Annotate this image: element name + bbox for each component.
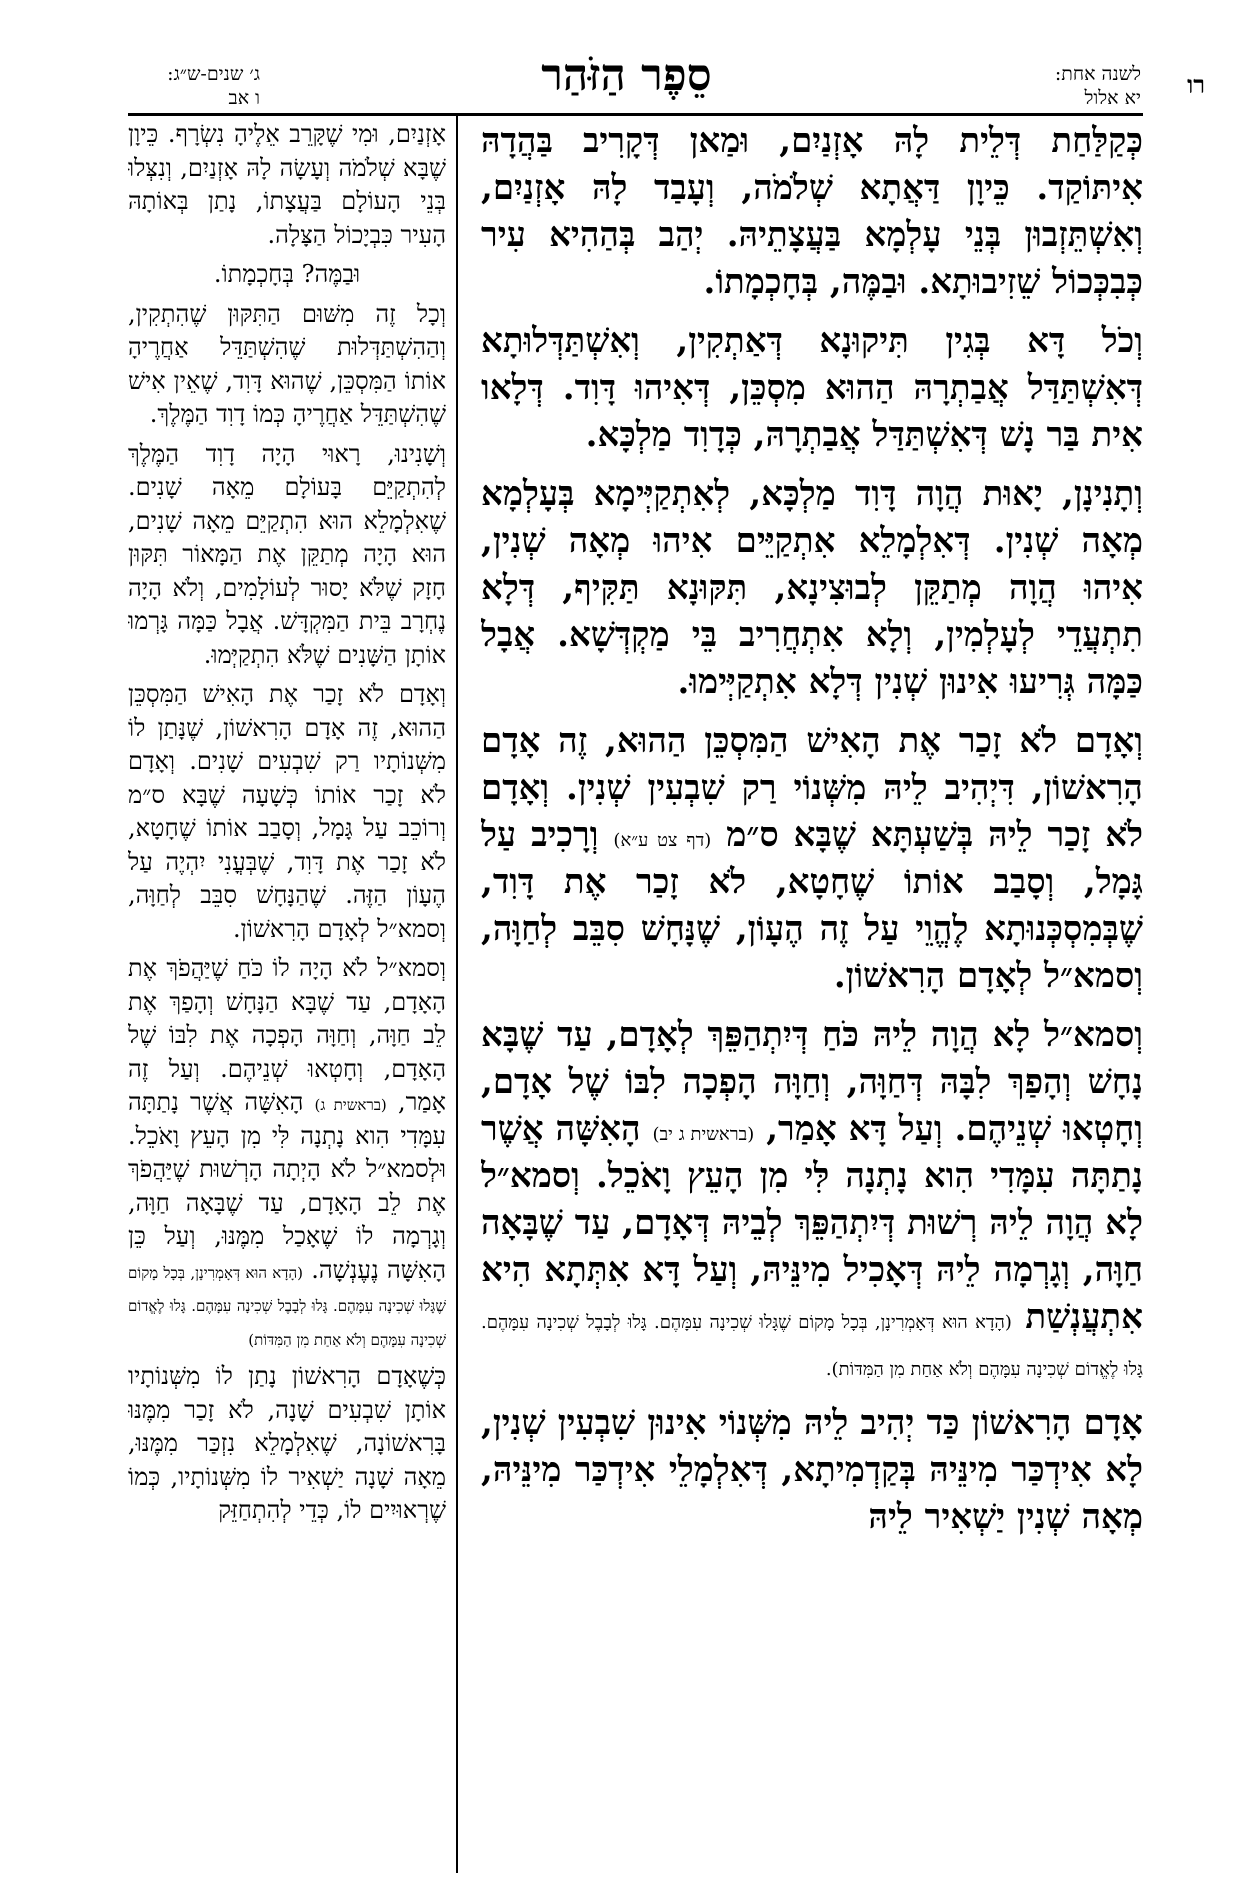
aramaic-main-column xyxy=(481,118,1143,1874)
main-text: וְרָכִיב עַל גָּמָל, וְסָבַב אוֹתוֹ שֶׁחָטָא, לֹא זָכַר אֶת דָּוִד, שֶׁבְּמִסְכְּנוּתָא לֶהֱוֵי עַל זֶה הֶעָוֹן, שֶׁנָּחָשׁ סִבֵּב לְחַוָּה, וְסמא״ל לְאָדָם הָרִאשׁוֹן. xyxy=(481,815,1143,996)
schedule-label: ג׳ שנים-ש״ג: xyxy=(167,63,260,85)
side-question: וּבַמֶּה? בְּחָכְמָתוֹ. xyxy=(213,260,361,288)
side-text: וְסמא״ל לֹא הָיָה לוֹ כֹּחַ שֶׁיַּהֲפֹךְ אֶת הָאָדָם, עַד שֶׁבָּא הַנָּחָשׁ וְהָפַךְ אֶת לֵב חַוָּה, וְחַוָּה הָפְכָה אֶת לִבּוֹ שֶׁל הָאָדָם, וְחָטְאוּ שְׁנֵיהֶם. וְעַל זֶה אָמַר, xyxy=(128,954,446,1116)
main-paragraph: אָדָם הָרִאשׁוֹן כַּד יְהִיב לֵיהּ מִשְּׁנוֹי אִינוּן שִׁבְעִין שְׁנִין, לָא אִידְכַּר מִינֵּיהּ בְּקַדְמִיתָא, דְּאִלְמָלֵי אִידְכַּר מִינֵּיהּ, מְאָה שְׁנִין יַשְׁאִיר לֵיהּ xyxy=(481,1403,1143,1537)
book-title: סֵפֶר הַזֹּהַר xyxy=(541,50,712,101)
side-paragraph: וְאָדָם לֹא זָכַר אֶת הָאִישׁ הַמִּסְכֵּן הַהוּא, זֶה אָדָם הָרִאשׁוֹן, שֶׁנָּתַן לוֹ מִשְּׁנוֹתָיו רַק שִׁבְעִים שָׁנִים. וְאָדָם לֹא זָכַר אוֹתוֹ כְּשָׁעָה שֶׁבָּא ס״מ וְרוֹכֵב עַל גָּמָל, וְסָבַב אוֹתוֹ שֶׁחָטָא, לֹא זָכַר אֶת דָּוִד, שֶׁבְּעֳנִי יִהְיֶה עַל הֶעָוֹן הַזֶּה. שֶׁהַנָּחָשׁ סִבֵּב לְחַוָּה, וְסמא״ל לְאָדָם הָרִאשׁוֹן. xyxy=(128,680,446,943)
main-paragraph xyxy=(481,1012,1143,1388)
header-divider xyxy=(128,113,1143,116)
bracketed-note: (הָדָא הוּא דְּאָמְרִינָן, בְּכָל מָקוֹם שֶׁגָּלוּ שְׁכִינָה עִמָּהֶם. גָּלוּ לְבָבֶל שְׁכִינָה עִמָּהֶם. גָּלוּ לֶאֱדוֹם שְׁכִינָה עִמָּהֶם וְלֹא אַחַת מִן הַמִּדּוֹת). xyxy=(481,1312,1143,1380)
side-paragraph: וְכָל זֶה מִשּׁוּם הַתִּקּוּן שֶׁהִתְקִין, וְהַהִשְׁתַּדְּלוּת שֶׁהִשְׁתַּדֵּל אַחֲרֶיהָ אוֹתוֹ הַמִּסְכֵּן, שֶׁהוּא דָּוִד, שֶׁאֵין אִישׁ שֶׁהִשְׁתַּדֵּל אַחֲרֶיהָ כְּמוֹ דָוִד הַמֶּלֶךְ. xyxy=(128,299,446,428)
main-paragraph xyxy=(481,718,1143,1000)
side-paragraph: וְשָׁנִינוּ, רָאוּי הָיָה דָוִד הַמֶּלֶךְ לְהִתְקַיֵּם בָּעוֹלָם מֵאָה שָׁנִים. שֶׁאִלְמָלֵא הוּא הִתְקַיֵּם מֵאָה שָׁנִים, הוּא הָיָה מְתַקֵּן אֶת הַמָּאוֹר תִּקּוּן חָזָק שֶׁלֹּא יָסוּר לְעוֹלָמִים, וְלֹא הָיָה נֶחְרָב בֵּית הַמִּקְדָּשׁ. אֲבָל כַּמָּה גָּרְמוּ אוֹתָן הַשָּׁנִים שֶׁלֹּא הִתְקַיְּמוּ. xyxy=(128,439,446,669)
main-paragraph: וְתָנִינָן, יָאוּת הֲוָה דָּוִד מַלְכָּא, לְאִתְקַיְּימָא בְּעָלְמָא מְאָה שְׁנִין. דְּאִלְמָלֵא אִתְקַיֵּים אִיהוּ מְאָה שְׁנִין, אִיהוּ הֲוָה מְתַקֵּן לְבוּצִינָא, תִּקּוּנָא תַּקִּיף, דְּלָא תִתְעֲדֵי לְעָלְמִין, וְלָא אִתְחֲרִיב בֵּי מַקְדְּשָׁא. אֲבָל כַּמָּה גְּרִיעוּ אִינוּן שְׁנִין דְּלָא אִתְקַיְּימוּ. xyxy=(481,474,1143,702)
schedule-date: ו אב xyxy=(228,87,260,109)
reading-schedule-three-years xyxy=(60,62,260,110)
page-number: רו xyxy=(1187,70,1205,99)
side-paragraph: אָזְנַיִם, וּמִי שֶׁקָּרֵב אֵלֶיהָ נִשְׂרָף. כֵּיוָן שֶׁבָּא שְׁלֹמֹה וְעָשָׂה לָהּ אָזְנַיִם, וְנִצְּלוּ בְּנֵי הָעוֹלָם בַּעֲצָתוֹ, נָתַן בְּאוֹתָהּ הָעִיר כִּבְיָכוֹל הַצָּלָה. xyxy=(128,120,446,249)
verse-reference: (בראשית ג) xyxy=(314,1096,387,1114)
main-paragraph: וְכֹל דָּא בְּגִין תִּיקוּנָא דְּאַתְקִין, וְאִשְׁתַּדְּלוּתָא דְּאִשְׁתַּדַּל אֲבַתְרָהּ הַהוּא מִסְכֵּן, דְּאִיהוּ דָּוִד. דְּלָאו אִית בַּר נָשׁ דְּאִשְׁתַּדַּל אֲבַתְרָהּ, כְּדָוִד מַלְכָּא. xyxy=(481,321,1143,455)
side-paragraph: כְּשֶׁאָדָם הָרִאשׁוֹן נָתַן לוֹ מִשְּׁנוֹתָיו אוֹתָן שִׁבְעִים שָׁנָה, לֹא זָכַר מִמֶּנּוּ בָּרִאשׁוֹנָה, שֶׁאִלְמָלֵא נִזְכַּר מִמֶּנּוּ, מֵאָה שָׁנָה יַשְׁאִיר לוֹ מִשְּׁנוֹתָיו, כְּמוֹ שֶׁרְאוּיִים לוֹ, כְּדֵי לְהִתְחַזֵּק xyxy=(128,1362,446,1524)
main-text: וְאָדָם לֹא זָכַר אֶת הָאִישׁ הַמִּסְכֵּן הַהוּא, זֶה אָדָם הָרִאשׁוֹן, דִּיְהִיב לֵיהּ מִשְּׁנוֹי רַק שִׁבְעִין שְׁנִין. וְאָדָם לֹא זָכַר לֵיהּ בְּשַׁעְתָּא שֶׁבָּא ס״מ xyxy=(481,721,1143,855)
side-text: הָאִשָּׁה אֲשֶׁר נָתַתָּה עִמָּדִי הִוא נָתְנָה לִּי מִן הָעֵץ וָאֹכֵל. וּלְסמא״ל לֹא הָיְתָה הָרְשׁוּת שֶׁיַּהֲפֹךְ אֶת לֵב הָאָדָם, עַד שֶׁבָּאָה חַוָּה, וְגָרְמָה לוֹ שֶׁאָכַל מִמֶּנּוּ, וְעַל כֵּן הָאִשָּׁה נֶעֶנְשָׁה. xyxy=(128,1088,446,1284)
schedule-label: לשנה אחת: xyxy=(1054,63,1141,85)
main-text: הָאִשָּׁה אֲשֶׁר נָתַתָּה עִמָּדִי הִוא נָתְנָה לִּי מִן הָעֵץ וָאֹכֵל. וְסמא״ל לָא הֲוָה לֵיהּ רְשׁוּת דְּיִתְהַפֵּךְ לְבֵיהּ דְּאָדָם, עַד שֶׁבָּאָה חַוָּה, וְגָרְמָה לֵיהּ דְּאָכִיל מִינֵּיהּ, וְעַל דָּא אִתְּתָא הִיא אִתְעֲנְשַׁת xyxy=(481,1109,1143,1337)
side-paragraph xyxy=(128,952,446,1354)
hebrew-translation-column xyxy=(128,118,446,1874)
main-paragraph: כְּקַלַּחַת דְּלֵית לָהּ אָזְנַיִם, וּמַאן דְּקָרִיב בַּהֲדָהּ אִיתּוֹקַד. כֵּיוָן דַּאֲתָא שְׁלֹמֹה, וְעָבַד לָהּ אָזְנַיִם, וְאִשְׁתֵּזְבוּן בְּנֵי עָלְמָא בַּעֲצָתֵיהּ. יְהַב בְּהַהִיא עִיר כְּבִכְּכוֹל שֵׁזִיבוּתָא. וּבַמֶּה, בְּחָכְמָתוֹ. xyxy=(481,121,1143,302)
schedule-date: יא אלול xyxy=(1084,87,1141,109)
page-reference: (דף צט ע״א) xyxy=(613,830,712,851)
column-divider xyxy=(456,113,458,1873)
verse-reference: (בראשית ג יב) xyxy=(652,1124,755,1145)
main-text: וְסמא״ל לָא הֲוָה לֵיהּ כֹּחַ דְּיִתְהַפֵּךְ לְאָדָם, עַד שֶׁבָּא נָחָשׁ וְהָפַךְ לִבָּהּ דְּחַוָּה, וְחַוָּה הָפְכָה לִבּוֹ שֶׁל אָדָם, וְחָטְאוּ שְׁנֵיהֶם. וְעַל דָּא אָמַר, xyxy=(481,1015,1143,1149)
bracketed-note: (הָדָא הוּא דְּאָמְרִינָן, בְּכָל מָקוֹם שֶׁגָּלוּ שְׁכִינָה עִמָּהֶם. גָּלוּ לְבָבֶל שְׁכִינָה עִמָּהֶם. גָּלוּ לֶאֱדוֹם שְׁכִינָה עִמָּהֶם וְלֹא אַחַת מִן הַמִּדּוֹת) xyxy=(128,1263,446,1349)
page-header xyxy=(0,0,1253,109)
